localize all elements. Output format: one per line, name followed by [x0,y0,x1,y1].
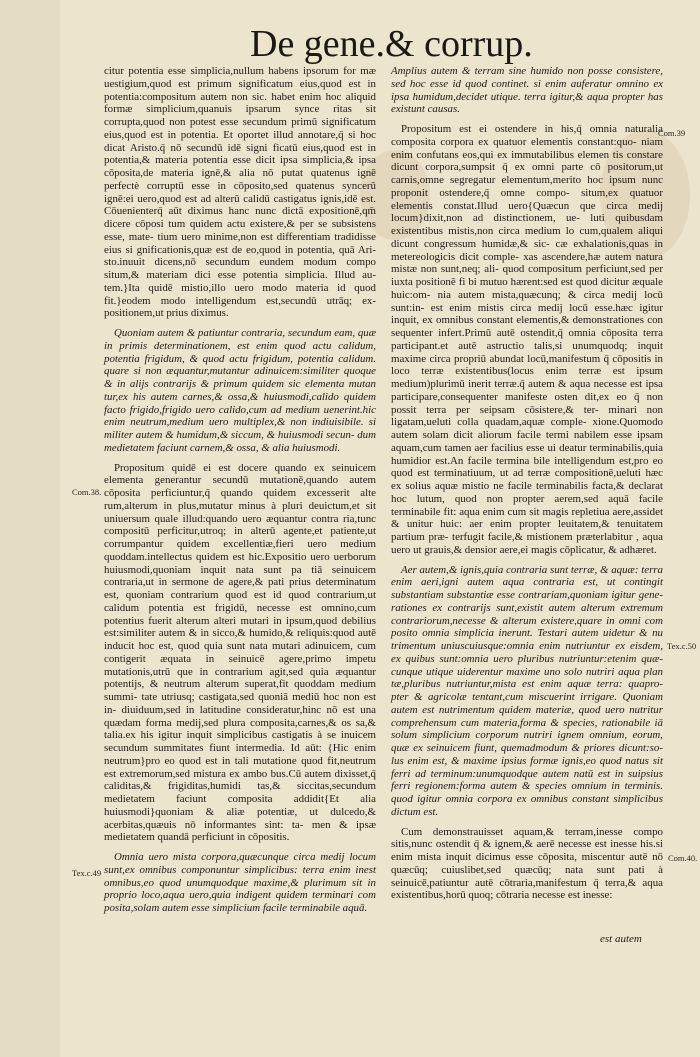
paragraph: citur potentia esse simplicia,nullum habens ipsorum for mæ uestigium,quod est primum significatum eius,quod est in potentia:compositum autem non sic. habet enim hoc aliquid formæ simplicium,quanuis ipsarum synce ritas sit corrupta,quod non potest esse secundum primū significatum eius,quod est in potentia. Et oportet illud annotare,q̄ si hoc dicat Aristo.q̄ nō secundū idē signi ficatū eius,quod est in potentia,& materia potentia esse dicit ipsa simplicia,& ipsa cōposita,de materia ignē,& alia nō putat quatenus ignē perfectè corruptū esse in cōposito,sed quatenus syncerū ignē:ei uero,quod est ad alterū calidū castigatus ignis,idē est. Cōuenienterq̄ aūt diximus hanc nunc dictā expositionē,qm̄ dicere cōposi tum quidem actu existere,& per se subsistens esse, mate- tium uero minime,non est differentiam tradidisse eius si gnificationis,quæ est de eo,quod in potentia, quā Ari- sto.inuuit dicens,nō secundum eundem modum compo situm,& materiam dici esse potentia simplicia. Illud au- tem.}Ita quidē mistio,illo uero modo materia id quod fit.}eodem modo intelligendum est,secundū utrāq; ex- positionem,ut prius diximus. [104,65,376,320]
margin-note: Com.38. [72,487,102,497]
paragraph: Propositum quidē ei est docere quando ex seinuicem elementa generantur secundū mutationē,quando autem cōposita perficiuntur,q̄ quando quidem excesserit alte rum,alterum in plus,mutatur minus à pluri deuictum,et sit uniuersum quale illud:quando uero æquantur contra ria,tunc compositū perficitur,utroq; in alterū agente,et patiente,ut corrumpantur quidem excellentiæ,fieri uero medium quoddam.intellectus quidem est hic.Expositio uero uerborum huiusmodi,quoniam inquit nata sunt pa tiā seinuicem contraria,ut in sermone de agere,& pati prius determinatum est, quoniam contrarium quod est id quod contrarium,ut calidum potentia est frigidū, necesse est omnino,cum potentius fuerit alterum alteri mutari in ipsum,quod debilius est:similiter autem & in sicco,& humido,& reliquis:quod autē inducit hoc est, quod quia sunt nata mutari adinuicem, cum contigerit æquata in seinuicē agere,primo impetu mutationis,utrū que in contrarium agit,sed quia æquantur potentijs, & neutrum alterum superat,fit quoddam medium summi- tate utriusq; castigata,sed quoniā mediū hoc non est in- diuiduum,sed in latitudine consideratur,hinc nō est una quædam forma medij,sed plura composita,carnes,& os sa,& talia.ex his igitur inquit simplicibus castigatis à se inuicem secundum summitates fiunt intermedia. Id aūt: {Hic enim neutrum}pro eo quod est in tali mutatione quod fit,neutrum est extremorum,sed mistura ex ambo bus.Cū autem dixisset,q̄ caliditas,& frigiditas,humidi tas,& siccitas,secundum medietatem faciunt composita addidit{Et alia huiusmodi}quoniam & aliæ potentiæ, ut dulcedo,& acerbitas,quæuis nō informantes sint: ta- men & ipsæ medietatem quandā perficiunt in cōpositis. [104,461,376,844]
paragraph: Aer autem,& ignis,quia contraria sunt terræ, & aquæ: terra enim aeri,igni autem aqua contraria est, ut contingit substantiam substantiæ esse contrariam,quoniam igitur gene- rationes ex contrarijs sunt,existit autem alterum extremum contrariorum,necesse & alterum existere,quare in omni com posito omnia simplicia inerunt. Testari autem uidetur & nu trimentum uniuscuiusque:omnia enim nutriuntur ex eisdem, ex quibus sunt:omnia uero pluribus nutriuntur:etenim quæ- cunque utique uiderentur maxime uno solo nutriri aqua plan tæ,pluribus nutriuntur,mista est enim aquæ terra: quapro- pter & agricolæ tentant,cum miscuerint irrigare. Quoniam autem est nutrimentum quidem materiæ, quod uero nutritur comprehensum cum materia,forma & species, rationabile iā solum simplicium corporum nutriri ignem omnium, eorum, quæ ex seinuicem fiunt, quemadmodum & priores dicunt:so- lus enim est, & maxime ipsius formæ ignis,eo quod natus sit ferri ad terminum:unumquodque autem natū est in suipsius ferri regionem:forma autem & species omnium in terminis. quod igitur omnia corpora ex omnibus constant simplicibus dictum est. [391,563,663,818]
paragraph: Quoniam autem & patiuntur contraria, secundum eam, quæ in primis determinationem, est enim quod actu calidum, potentia frigidum, & quod actu frigidum, potentia calidum. quare si non æquantur,mutantur adinuicem:similiter quoque & in alijs contrarijs & primum quidem sic elementa mutan tur,ex his autem carnes,& ossa,& huiusmodi,calido quidem facto frigido,frigido uero calido,cum ad medium uenerint.hic enim neutrum,medium uero multiplex,& non indiuisibile. si militer autem & humidum,& siccum, & huiusmodi secun- dum medietatem faciunt carnem,& ossa, & alia huiusmodi. [104,327,376,454]
running-header: De gene.& corrup. [250,23,533,65]
left-text-column [104,65,376,915]
margin-note: Tex.c.50 [667,641,697,651]
page-gutter-shade [0,0,60,1057]
right-text-column [391,65,663,902]
margin-note: Tex.c.49 [72,868,102,878]
catchword: est autem [600,933,642,945]
margin-note: Com.39 [658,128,686,138]
margin-note: Com.40. [668,853,698,863]
paragraph: Propositum est ei ostendere in his,q̄ omnia naturalia composita corpora ex quatuor elementis constant:quo- niam enim confutans eos,qui ex immutabilibus elemen tis constare dicunt corpora,sumpsit q̄ ex omni parte cō positorum,ut carnis,omne segregatur elementum,merito hoc ipsum nunc proponit ostendere,q̄ omne compo- situm,ex quatuor elementis constat.Illud uero{Quæcun que circa medij locum}dixit,non ad distinctionem, ue- luti quibusdam existentibus mistis,non circa medium lo cum,qualem aliqui dicunt congressum humidæ,& sic- cæ exhalationis,quas in metereologicis dicit comple- xas ascendere,hæ autem natura mistæ non sunt,neq; ali- quod compositum perficiunt,sed per iuxta positionē fi bi mutuo hærent:sed est quod dicitur æquale huic:om- nia autem mista,quæcunq; & circa medij locū sunt:in- est enim mistis circa medij locū esse.hæc igitur inquit, ex omnibus constant elementis,& demonstrationes con sequenter infert.Primū autē ostendit,q̄ omnia cōposita terra participant.et autē astructio talis,si unumquodq; inquit maxime circa propriū abundat locū,manifestum q̄ cōpositis in loco terræ existentibus(locus enim terræ est ipsum medium)plurimū inerit terræ.q̄ autem & aqua necesse est ipsa participare,consequenter manifeste osten dit,ex eo q̄ non possit terra per seipsam cōsistere,& ter- minari non ligatam,ueluti colla quadam,aquæ comple- xione.Quomodo autem solam dicit aliorum facile termi nabilem esse ipsam aquam,cum tamen aer facilius esse ui deatur terminabilis,quia humidior est.An facile termina bile intelligendum est,pro eo quod est terminatiuum, ut ad terræ compositionē,ueluti hæc ex solius aquæ mistio ne facile terminabilis facta,& declarat hoc lutum, quod non propter aerem,sed aquā facile terminabile fit: aqua enim cum sit magis repletiua aere,assidet & unitur huic: aer enim propter leuitatem,& tenuitatem partium præ- terfugit facile,& mistionem præterlabitur , aqua uero ut grauis,& densior aere,ei magis cōplicatur, & adhæret. [391,123,663,556]
paragraph: Omnia uero mista corpora,quæcunque circa medij locum sunt,ex omnibus componuntur simplicibus: terra enim inest omnibus,eo quod unumquodque maxime,& plurimum sit in proprio loco,aqua uero,quia indigent quidem terminari com posita,solam autem esse simplicium facile terminabile aquā. [104,851,376,914]
paragraph: Amplius autem & terram sine humido non posse consistere, sed hoc esse id quod continet. si enim auferatur omnino ex ipsa humidum,decidet utique. terra igitur,& aqua propter has existunt causas. [391,65,663,116]
paragraph: Cum demonstrauisset aquam,& terram,inesse compo sitis,nunc ostendit q̄ & ignem,& aerē necesse est inesse his.si enim mista inquit dicimus esse cōposita, miscentur autē nō quæcūq; cuiuslibet,sed quæcūq; nata sunt pati à seinuicē,patiuntur autē cōtraria,manifestum q̄ terra,& aqua existentibus,horū quoq; cōtraria necesse est inesse: [391,825,663,902]
